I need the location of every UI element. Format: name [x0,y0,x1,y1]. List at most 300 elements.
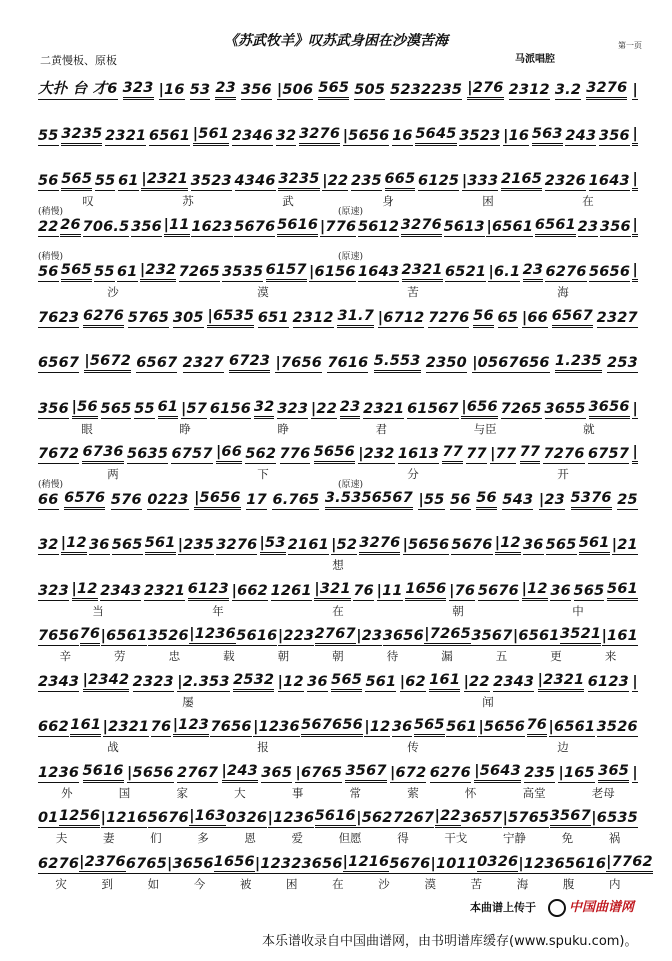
lyric-char: 多 [197,831,209,845]
note-group: 22 [38,218,59,235]
note-group: 32 [38,537,59,553]
note-group: 3523 [459,127,501,144]
lyric-char: 但愿 [338,831,362,845]
lyric-char: 高堂 [522,785,546,800]
note-group: 356 [599,218,631,235]
score-line [38,761,638,783]
note-group: 77 [520,444,541,464]
note-group: 5635 [126,446,169,462]
note-group: |62 [399,673,426,690]
note-group: 543 [502,491,534,508]
lyric-char: 内 [609,876,621,891]
note-group: 161 [70,717,101,737]
note-group: |2321 [538,672,585,692]
note-group: 2312 [508,82,550,98]
note-group: |656 [461,399,497,419]
note-group: | [632,126,638,146]
lyric-char: 武 [282,194,294,208]
tempo-subtitle: 二黄慢板、原板 [40,54,117,67]
note-group: | [632,217,638,237]
note-group: |12 [364,719,391,735]
note-group: |161 [601,628,638,644]
note-group: |1236 [189,626,236,646]
note-group: 3276 [401,217,442,237]
note-group: 6123 [188,581,229,601]
note-group: 2326 [544,173,586,189]
lyric-char: 妻 [102,831,115,845]
lyric-char: 干戈 [444,831,468,845]
score-line [38,715,638,737]
note-group: 36 [391,719,413,735]
note-group: 7276 [543,446,585,462]
note-group: 23 [215,80,236,100]
note-group: |5656 [402,537,450,553]
lyric-line [38,648,638,662]
lyric-char: 在 [582,194,594,208]
note-group: |76 [449,582,476,599]
note-group: |21 [611,537,638,553]
note-group: 4346 [234,173,276,189]
tempo-mark: (原速) [338,479,364,490]
note-group: 356 [38,400,69,417]
note-group: 2321 [402,262,443,282]
note-group: 61567 [407,400,459,417]
note-group: |53 [260,535,286,555]
note-group: 36 [522,537,544,553]
lyric-line [38,830,638,844]
note-group: |6561 [512,628,560,644]
lyric-char: 载 [223,649,235,663]
lyric-char: 沙 [107,285,119,299]
note-group: | [632,444,638,464]
note-group: 2767 [315,626,356,646]
note-group: 323 [38,582,69,599]
note-group: 3276 [586,80,627,100]
singer-style: 马派唱腔 [515,54,555,65]
lyric-char: 被 [239,876,252,891]
note-group: |1236 [518,855,565,872]
note-group: 3656 [301,855,343,872]
lyric-char: 腹 [562,876,575,891]
note-group: 706.5 [82,218,130,235]
note-group: 6156 [209,400,252,417]
note-group: 77 [466,446,487,462]
score-line [38,306,638,328]
note-group: 大扑 台 才6 [38,77,118,100]
note-group: 235 [350,173,382,189]
lyric-char: 睁 [277,421,289,436]
note-group: 365 [598,763,629,783]
note-group: |5656 [127,764,174,781]
logo-e-icon [548,899,566,917]
lyric-char: 朝 [452,603,464,618]
lyric-char: 当 [92,603,104,618]
note-group: 26 [60,217,81,237]
note-group: |66 [216,444,242,464]
note-group: |672 [390,764,427,781]
note-group: |1216 [100,810,148,826]
note-group: 5616 [236,628,278,644]
lyric-char: 苦 [470,876,483,891]
note-group: 61 [158,399,179,419]
site-logo[interactable] [548,896,634,917]
note-group: |1011 [430,855,478,872]
note-group: 565 [573,582,605,599]
note-group: 253 [607,355,638,371]
note-group: |77 [490,446,517,462]
note-group: 5616 [315,808,356,828]
note-group: 565 [318,80,349,100]
note-group: 3535 [222,264,264,280]
lyric-char: 在 [332,603,344,618]
note-group: |22 [322,173,349,189]
note-group: |12 [72,581,98,601]
note-group: |52 [331,537,358,553]
note-group: |5765 [502,810,550,826]
lyric-char: 夫 [55,831,68,845]
note-group: 7265 [178,264,220,280]
lyric-line [38,421,638,435]
note-group: 562 [245,446,277,462]
note-group: 3567 [471,628,513,644]
note-group: 5232235 [390,82,463,98]
score-line [38,579,638,601]
note-group: 32 [254,399,275,419]
score-line [38,533,638,555]
note-group: 1643 [358,264,400,280]
note-group: 53 [189,82,211,98]
note-group: 3276 [299,126,340,146]
note-group: 243 [565,127,597,144]
note-group: 3655 [544,400,586,417]
note-group: 565 [111,537,143,553]
note-group: 3526 [147,628,189,644]
lyric-char: 开 [557,467,569,481]
note-group: 23 [577,218,599,235]
note-group: 5.553 [374,353,421,373]
note-group: | [632,764,638,781]
note-group: 1656 [214,854,255,874]
note-group: 561 [579,535,610,555]
score-line [38,124,638,146]
note-group: 6765 [125,855,167,872]
note-group: 576 [110,491,142,508]
note-group: 0326 [226,810,268,826]
note-group: 56 [473,308,494,328]
lyric-char: 传 [407,740,419,754]
note-group: 3567 [550,808,591,828]
note-group: 66 [38,491,59,508]
note-group: |12 [522,581,548,601]
lyric-line [38,876,638,890]
note-group: 2327 [182,355,224,371]
note-group: |66 [521,309,548,326]
note-group: 76 [80,626,101,646]
note-group: 55 [134,400,155,417]
note-group: 5676 [234,218,276,235]
note-group: 561 [607,581,638,601]
lyric-char: 今 [193,876,206,891]
note-group: 6723 [229,353,270,373]
note-group: 2312 [292,309,334,326]
lyric-char: 朝 [332,649,344,663]
lyric-char: 困 [286,876,298,891]
note-group: 31.7 [337,308,374,328]
note-group: |165 [558,764,595,781]
score-line [38,397,638,419]
tempo-mark: (稍慢) [38,206,64,217]
note-group: | [632,262,638,282]
score-line [38,169,638,191]
lyric-char: 怀 [464,785,477,800]
note-group: 65 [497,309,519,326]
lyric-char: 祸 [608,831,621,845]
note-group: |7265 [424,626,471,646]
score-line [38,488,638,510]
lyric-char: 劳 [114,649,126,663]
lyric-line [38,284,638,298]
note-group: |243 [222,763,258,783]
lyric-char: 恩 [244,831,256,845]
lyric-char: 国 [118,785,131,800]
note-group: |6561 [486,218,534,235]
note-group: 235 [524,764,556,781]
note-group: |1236 [253,719,300,735]
tempo-mark: (原速) [338,252,364,262]
note-group: 561 [145,535,176,555]
note-group: 565 [100,400,132,417]
note-group: 7656 [38,628,80,644]
note-group: |276 [467,80,503,100]
note-group: | [632,82,638,98]
note-group: 55 [94,173,116,189]
note-group: 6576 [64,490,105,510]
lyric-char: 忠 [168,649,181,663]
note-group: 6276 [38,855,80,872]
note-group: 561 [365,673,397,690]
note-group: |2321 [102,719,150,735]
note-group: 1623 [191,218,233,235]
note-group: |16 [158,82,185,98]
note-group: 323 [123,80,154,100]
lyric-char: 到 [101,876,113,891]
note-group: |223 [277,628,315,644]
note-group: 77 [442,444,463,464]
note-group: 565 [61,262,92,282]
note-group: |5656 [194,490,241,510]
note-group: 56 [476,490,497,510]
note-group: 561 [446,719,478,735]
note-group: |123 [173,717,209,737]
note-group: 3276 [216,537,258,553]
note-group: 1.235 [555,353,602,373]
note-group: 5616 [277,217,318,237]
lyric-line [38,603,638,617]
note-group: 2161 [287,537,329,553]
note-group: |12 [61,535,87,555]
lyric-char: 睁 [179,421,191,436]
note-group: |232 [140,262,176,282]
note-group: 505 [354,82,386,98]
note-group: 76 [527,717,548,737]
note-group: 01 [38,810,59,826]
note-group: |163 [189,808,225,828]
note-group: 0326 [477,854,518,874]
note-group: |7762 [606,854,653,874]
note-group: 5612 [357,218,400,235]
note-group: 36 [307,673,328,690]
score-line [38,351,638,373]
note-group: 76 [150,719,172,735]
note-group: |776 [319,218,357,235]
note-group: 55 [38,127,59,144]
note-group: 6736 [82,444,123,464]
note-group: |2342 [83,672,130,692]
note-group: 563 [532,126,563,146]
note-group: 16 [392,127,413,144]
lyric-char: 边 [557,740,569,754]
note-group: |0567656 [472,355,550,371]
score-line [38,852,653,874]
note-group: 5765 [127,309,170,326]
note-group: 23 [523,262,544,282]
note-group: 5616 [564,855,607,872]
note-group: |6561 [100,628,148,644]
score-line [38,806,638,828]
note-group: 61 [117,264,138,280]
note-group: |232 [358,446,395,462]
note-group: |22 [463,673,490,690]
note-group: 2321 [105,127,147,144]
note-group: 356 [240,82,272,98]
note-group: 76 [353,582,374,599]
note-group: 2767 [177,764,219,781]
lyric-char: 战 [107,740,119,754]
note-group: 3657 [461,810,503,826]
score-line [38,215,638,237]
lyric-char: 漠 [424,876,436,891]
note-group: |55 [418,491,445,508]
note-group: |1216 [343,854,390,874]
note-group: 356 [598,127,630,144]
lyric-char: 萦 [407,785,419,800]
note-group: |6561 [548,719,596,735]
note-group: 365 [261,764,293,781]
lyric-char: 身 [382,194,394,208]
note-group: 2343 [100,582,142,599]
source-note: 本乐谱收录自中国曲谱网，由书明谱库缓存(www.spuku.com)。 [262,934,638,949]
note-group: 1256 [59,808,100,828]
score-line [38,260,638,282]
note-group: 2321 [144,582,186,599]
note-group: 3235 [278,171,319,191]
note-group: |22 [310,400,337,417]
note-group: 5676 [477,582,519,599]
lyric-char: 下 [257,467,269,481]
note-group: 161 [429,672,460,692]
note-group: 1261 [270,582,312,599]
lyric-line [38,739,638,753]
note-group: 3656 [382,628,424,644]
note-group: |16 [503,127,530,144]
note-group: | [632,171,638,191]
lyric-char: 君 [375,421,388,436]
note-group: 2346 [231,127,274,144]
note-group: |6765 [295,764,343,781]
note-group: |1236 [267,810,315,826]
note-group: 3235 [61,126,102,146]
note-group: |2.353 [177,673,230,690]
note-group: 662 [38,719,69,735]
lyric-char: 待 [386,649,399,663]
note-group: 2350 [425,355,467,371]
tempo-mark: (稍慢) [38,252,64,262]
note-group: |3656 [167,855,214,872]
note-group: 6123 [587,673,629,690]
note-group: |6156 [309,264,356,280]
note-group: 565 [61,171,92,191]
note-group: 6567 [38,355,80,371]
lyric-char: 闻 [482,694,494,709]
note-group: |6535 [591,810,638,826]
lyric-char: 事 [291,785,304,800]
note-group: 6.765 [272,491,320,508]
note-group: |6712 [377,309,425,326]
lyric-char: 家 [176,785,188,800]
note-group: 0223 [147,491,189,508]
note-group: 7616 [327,355,369,371]
note-group: | [632,400,638,417]
note-group: 6561 [535,217,576,237]
lyric-char: 报 [257,740,269,754]
lyric-char: 大 [234,785,246,800]
note-group: |2376 [79,854,126,874]
page-number: 第一页 [618,41,642,50]
note-group: |11 [376,582,403,599]
note-group: 3.5356567 [325,490,413,510]
note-group: 1656 [405,581,446,601]
note-group: 565 [545,537,577,553]
note-group: 6276 [429,764,471,781]
note-group: 3523 [190,173,232,189]
note-group: 1613 [397,446,440,462]
note-group: |1232 [254,855,302,872]
lyric-char: 在 [332,876,344,891]
note-group: |562 [356,810,393,826]
lyric-char: 五 [495,649,508,663]
note-group: 6757 [171,446,213,462]
note-group: |5656 [342,127,390,144]
note-group: |235 [177,537,215,553]
note-group: 1236 [38,764,80,781]
note-group: |6.1 [488,264,521,280]
lyric-char: 免 [561,831,574,845]
lyric-line [38,694,638,708]
note-group: 651 [257,309,289,326]
note-group: |57 [181,400,208,417]
note-group: |5672 [84,353,131,373]
note-group: |506 [276,82,314,98]
note-group: 6276 [545,264,587,280]
lyric-char: 宁静 [502,831,526,845]
note-group: 665 [385,171,416,191]
lyric-char: 爱 [291,831,303,845]
note-group: 6125 [418,173,460,189]
lyric-char: 朝 [277,649,290,663]
lyric-char: 海 [516,876,529,891]
note-group: 2327 [596,309,638,326]
lyric-char: 困 [482,194,494,208]
